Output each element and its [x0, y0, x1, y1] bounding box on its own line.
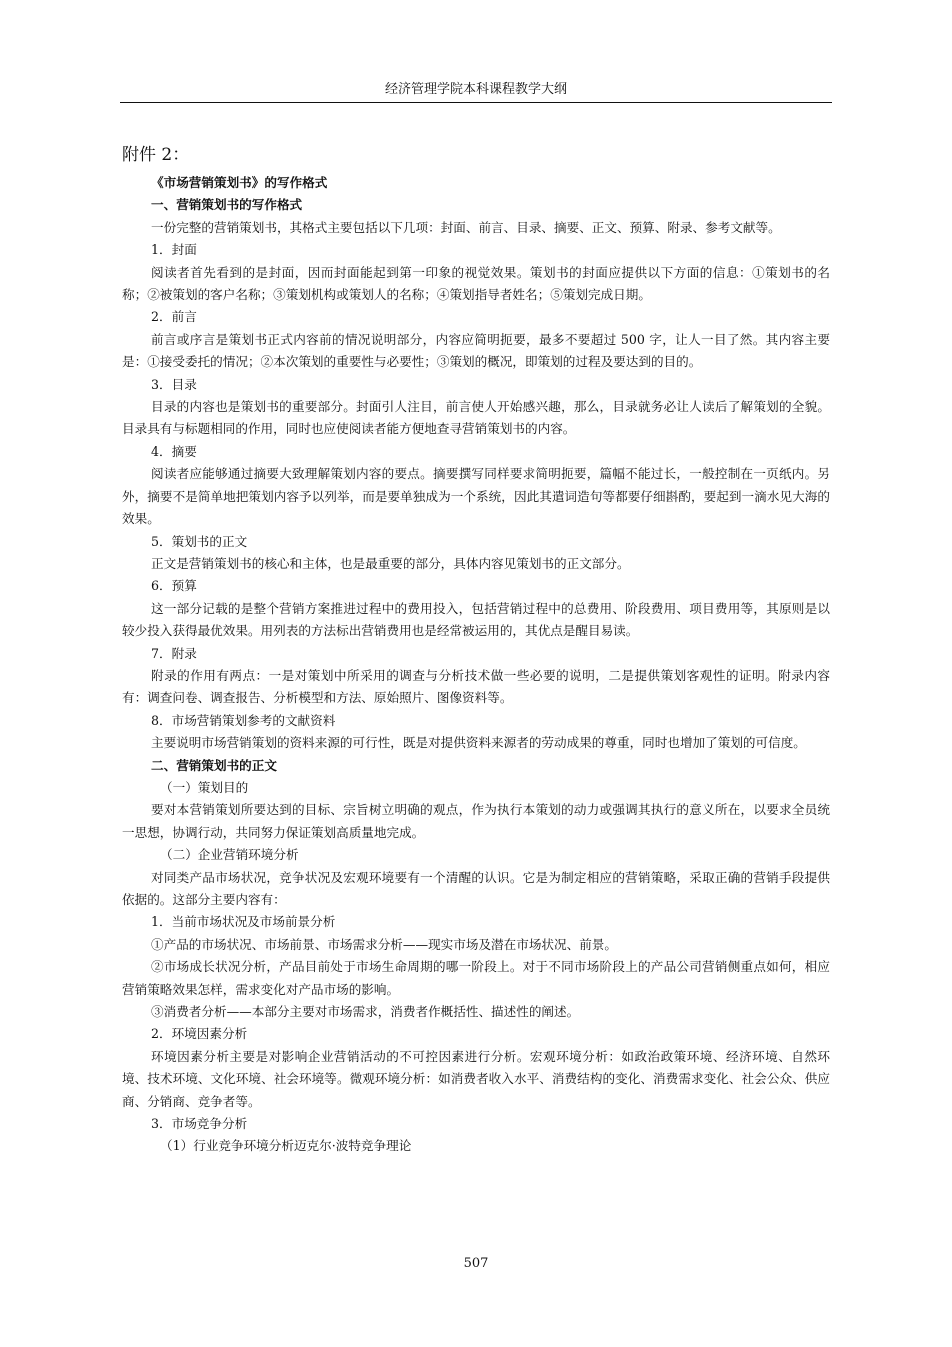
page-header: 经济管理学院本科课程教学大纲 — [384, 82, 567, 97]
body-paragraph: ③消费者分析——本部分主要对市场需求，消费者作概括性、描述性的阐述。 — [151, 1004, 580, 1020]
section-heading: 《市场营销策划书》的写作格式 — [151, 175, 328, 190]
subsection-heading: 7．附录 — [151, 645, 197, 661]
body-paragraph: 阅读者首先看到的是封面，因而封面能起到第一印象的视觉效果。策划书的封面应提供以下方面的信息：①策划书的名称；②被策划的客户名称；③策划机构或策划人的名称；④策划指导者姓名；⑤策划完成日期。 — [122, 264, 830, 303]
body-paragraph: 要对本营销策划所要达到的目标、宗旨树立明确的观点，作为执行本策划的动力或强调其执行的意义所在，以要求全员统一思想，协调行动，共同努力保证策划高质量地完成。 — [122, 802, 830, 840]
body-paragraph: ①产品的市场状况、市场前景、市场需求分析——现实市场及潜在市场状况、前景。 — [151, 936, 617, 952]
subsection-heading: 3．市场竞争分析 — [151, 1116, 248, 1132]
body-paragraph: 一份完整的营销策划书，其格式主要包括以下几项：封面、前言、目录、摘要、正文、预算、附录、参考文献等。 — [151, 219, 781, 235]
header-divider — [120, 102, 832, 103]
attachment-label: 附件 2： — [122, 145, 190, 165]
subsection-heading: 2．环境因素分析 — [151, 1026, 248, 1042]
subsection-heading: 8．市场营销策划参考的文献资料 — [151, 712, 336, 728]
body-paragraph: 主要说明市场营销策划的资料来源的可行性，既是对提供资料来源者的劳动成果的尊重，同时也增加了策划的可信度。 — [151, 735, 806, 751]
body-paragraph: 前言或序言是策划书正式内容前的情况说明部分，内容应简明扼要，最多不要超过 500 字，让人一目了然。其内容主要是：①接受委托的情况；②本次策划的重要性与必要性；③策划的概况，即策划的过程及要达到的目的。 — [122, 331, 830, 370]
subsection-heading: 4．摘要 — [151, 443, 197, 459]
body-paragraph: 阅读者应能够通过摘要大致理解策划内容的要点。摘要撰写同样要求简明扼要，篇幅不能过长，一般控制在一页纸内。另外，摘要不是简单地把策划内容予以列举，而是要单独成为一个系统，因此其遣词造句等都要仔细斟酌，要起到一滴水见大海的效果。 — [122, 466, 830, 527]
subsection-heading: 6．预算 — [151, 578, 197, 594]
body-paragraph: 环境因素分析主要是对影响企业营销活动的不可控因素进行分析。宏观环境分析：如政治政策环境、经济环境、自然环境、技术环境、文化环境、社会环境等。微观环境分析：如消费者收入水平、消费结构的变化、消费需求变化、社会公众、供应商、分销商、竞争者等。 — [122, 1048, 830, 1109]
page-number: 507 — [463, 1256, 489, 1271]
body-paragraph: 这一部分记载的是整个营销方案推进过程中的费用投入，包括营销过程中的总费用、阶段费用、项目费用等，其原则是以较少投入获得最优效果。用列表的方法标出营销费用也是经常被运用的，其优点是醒目易读。 — [122, 600, 830, 639]
section-heading: 二、营销策划书的正文 — [151, 757, 277, 773]
body-paragraph: 正文是营销策划书的核心和主体，也是最重要的部分，具体内容见策划书的正文部分。 — [151, 555, 630, 571]
body-paragraph: 目录的内容也是策划书的重要部分。封面引人注目，前言使人开始感兴趣，那么，目录就务必让人读后了解策划的全貌。目录具有与标题相同的作用，同时也应使阅读者能方便地查寻营销策划书的内容。 — [122, 399, 830, 437]
subsection-heading: （二）企业营销环境分析 — [160, 847, 299, 863]
paragraph-list — [122, 172, 830, 1158]
subsection-heading: （一）策划目的 — [160, 779, 249, 795]
subsection-heading: 2．前言 — [151, 309, 197, 325]
subsection-heading: （1）行业竞争环境分析迈克尔·波特竞争理论 — [160, 1138, 412, 1154]
body-paragraph: ②市场成长状况分析，产品目前处于市场生命周期的哪一阶段上。对于不同市场阶段上的产品公司营销侧重点如何，相应营销策略效果怎样，需求变化对产品市场的影响。 — [122, 959, 830, 997]
section-heading: 一、营销策划书的写作格式 — [151, 197, 303, 213]
subsection-heading: 3．目录 — [151, 376, 197, 392]
subsection-heading: 1．封面 — [151, 242, 197, 258]
subsection-heading: 1．当前市场状况及市场前景分析 — [151, 914, 336, 930]
body-paragraph: 对同类产品市场状况，竞争状况及宏观环境要有一个清醒的认识。它是为制定相应的营销策略，采取正确的营销手段提供依据的。这部分主要内容有： — [122, 869, 830, 907]
subsection-heading: 5．策划书的正文 — [151, 533, 248, 549]
body-paragraph: 附录的作用有两点：一是对策划中所采用的调查与分析技术做一些必要的说明，二是提供策划客观性的证明。附录内容有：调查问卷、调查报告、分析模型和方法、原始照片、图像资料等。 — [122, 667, 830, 706]
document-body — [122, 140, 830, 1158]
